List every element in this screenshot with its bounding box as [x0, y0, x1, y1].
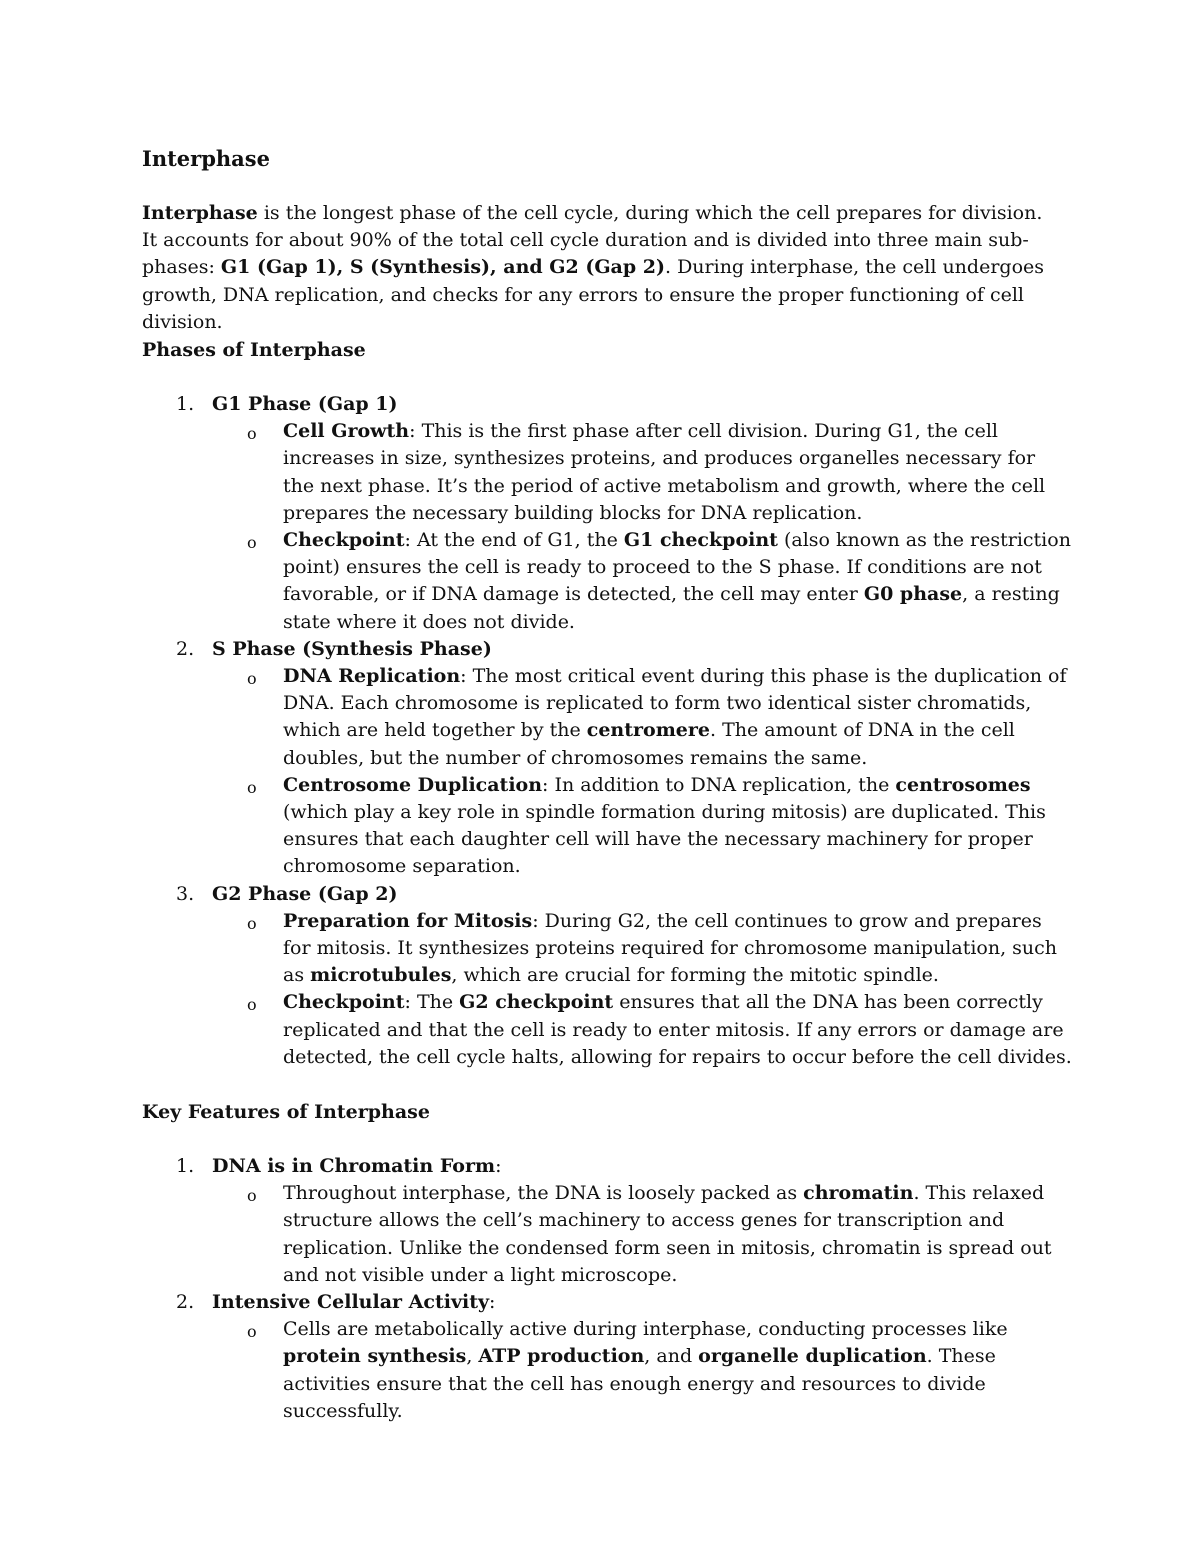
sub-item [142, 418, 1072, 527]
term: Cell Growth [283, 420, 410, 443]
intro-term: Interphase [142, 202, 258, 224]
sub-text: ensures that all the DNA has been correctly replicated and that the cell is ready to enter mitosis. If any errors or damage are detected, the cell cycle halts, allowing for repairs to occur before the cell divides. [283, 991, 1072, 1068]
sub-item [142, 772, 1072, 881]
feature-item [142, 1153, 1072, 1289]
list-number: 3. [176, 882, 195, 905]
phase-title: G2 Phase (Gap 2) [212, 882, 398, 905]
features-heading: Key Features of Interphase [142, 1101, 430, 1123]
feature-title: DNA is in Chromatin Form [212, 1155, 496, 1177]
sub-text: Throughout interphase, the DNA is loosely packed as [283, 1182, 804, 1205]
sub-item [142, 527, 1072, 636]
bullet-icon: o [247, 1322, 257, 1342]
term: protein synthesis [283, 1345, 467, 1368]
phase-title: G1 Phase (Gap 1) [212, 393, 398, 415]
term: microtubules [310, 964, 452, 987]
term: centrosomes [895, 773, 1031, 796]
term: G0 phase [863, 583, 963, 606]
sub-item [142, 908, 1072, 990]
bullet-icon: o [247, 777, 257, 797]
term: chromatin [803, 1182, 914, 1205]
bullet-icon: o [247, 424, 257, 444]
sub-text: Cells are metabolically active during interphase, conducting processes like [283, 1318, 1008, 1341]
page-title: Interphase [142, 146, 270, 171]
sub-text: . The amount of DNA in the cell doubles, but the number of chromosomes remains the same. [283, 719, 1015, 769]
intro-text: . During interphase, the cell undergoes growth, DNA replication, and checks for any errors to ensure the proper functioning of cell division. [142, 256, 1045, 333]
sub-text: , and [644, 1345, 699, 1368]
sub-item [142, 663, 1072, 772]
list-number: 2. [176, 637, 195, 660]
sub-text: . This relaxed structure allows the cell’s machinery to access genes for transcription and replication. Unlike the condensed form seen in mitosis, chromatin is spread out and not visible under a light microscope. [283, 1182, 1052, 1286]
feature-title: Intensive Cellular Activity [212, 1291, 490, 1314]
term: Centrosome Duplication [283, 773, 543, 796]
feature-item [142, 1289, 1072, 1425]
sub-text: : The [404, 991, 460, 1014]
phases-list [142, 391, 1072, 1071]
sub-text: , a resting state where it does not divide. [283, 583, 1060, 633]
phase-item [142, 636, 1072, 881]
list-number: 1. [176, 1155, 195, 1177]
phases-heading: Phases of Interphase [142, 339, 366, 361]
sub-text: : This is the first phase after cell division. During G1, the cell increases in size, synthesizes proteins, and produces organelles necessary for the next phase. It’s the period of active metabolism and growth, where the cell prepares the necessary building blocks for DNA replication. [283, 420, 1046, 524]
colon: : [489, 1291, 496, 1314]
sub-text: (which play a key role in spindle formation during mitosis) are duplicated. This ensures that each daughter cell will have the necessary machinery for proper chromosome separation. [283, 801, 1046, 878]
sub-item [142, 989, 1072, 1071]
bullet-icon: o [247, 533, 257, 553]
term: DNA Replication [283, 665, 461, 688]
term: Checkpoint [283, 991, 405, 1014]
sub-text: : At the end of G1, the [404, 529, 624, 552]
bullet-icon: o [247, 669, 257, 689]
term: organelle duplication [698, 1345, 927, 1368]
intro-subphases: G1 (Gap 1), S (Synthesis), and G2 (Gap 2) [220, 256, 665, 279]
term: ATP production [478, 1345, 645, 1368]
intro-paragraph [142, 200, 1062, 336]
sub-text: : During G2, the cell continues to grow and prepares for mitosis. It synthesizes proteins required for chromosome manipulation, such as [283, 909, 1058, 987]
phase-title: S Phase (Synthesis Phase) [212, 637, 492, 660]
term: G2 checkpoint [459, 991, 614, 1014]
phase-item [142, 881, 1072, 1071]
phase-item [142, 391, 1072, 636]
list-number: 2. [176, 1291, 195, 1314]
term: G1 checkpoint [623, 529, 778, 552]
bullet-icon: o [247, 1186, 257, 1206]
sub-text: : The most critical event during this phase is the duplication of DNA. Each chromosome is replicated to form two identical sister chromatids, which are held together by the [283, 665, 1067, 742]
sub-text: (also known as the restriction point) ensures the cell is ready to proceed to the S phase. If conditions are not favorable, or if DNA damage is detected, the cell may enter [283, 529, 1071, 606]
list-number: 1. [176, 393, 195, 415]
term: Preparation for Mitosis [283, 909, 533, 932]
sub-text: : In addition to DNA replication, the [542, 773, 896, 796]
bullet-icon: o [247, 995, 257, 1015]
term: Checkpoint [283, 529, 405, 552]
sub-text: , [466, 1345, 479, 1368]
bullet-icon: o [247, 913, 257, 933]
features-list [142, 1153, 1072, 1425]
sub-item [142, 1180, 1072, 1289]
sub-text: , which are crucial for forming the mitotic spindle. [451, 964, 939, 987]
intro-text: is the longest phase of the cell cycle, during which the cell prepares for division. It accounts for about 90% of the total cell cycle duration and is divided into three main sub-phases: [142, 202, 1043, 279]
colon: : [495, 1155, 502, 1177]
sub-text: . These activities ensure that the cell has enough energy and resources to divide successfully. [283, 1345, 996, 1422]
term: centromere [586, 719, 710, 742]
sub-item [142, 1316, 1072, 1425]
